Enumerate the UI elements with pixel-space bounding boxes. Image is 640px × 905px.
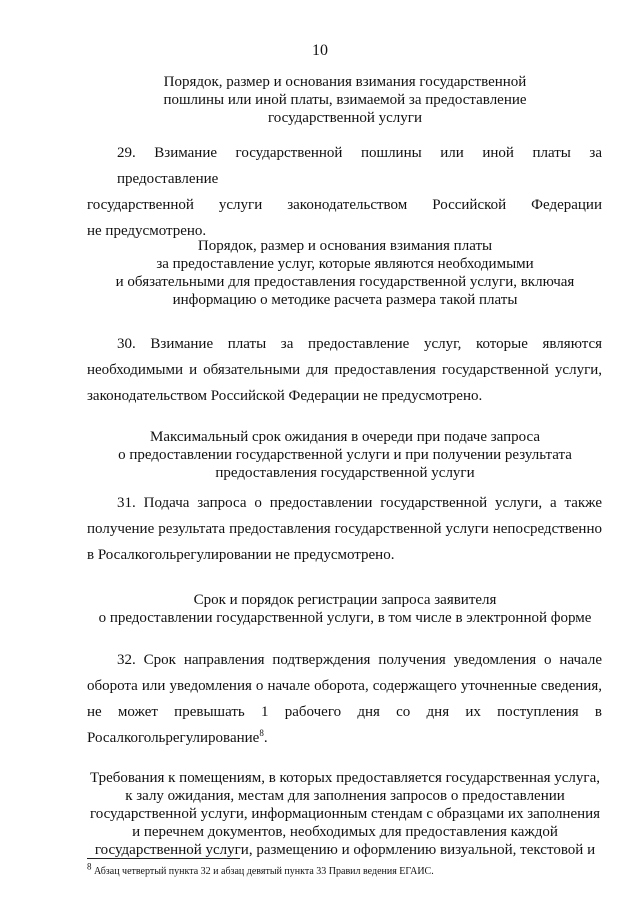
section-heading [70, 769, 620, 859]
heading-line: Порядок, размер и основания взимания государственной [163, 74, 527, 90]
heading-line: государственной услуги [268, 110, 422, 126]
section-heading [70, 237, 620, 309]
heading-line: Максимальный срок ожидания в очереди при подаче запроса [149, 429, 541, 445]
paragraph-29 [87, 140, 602, 244]
heading-line: Срок и порядок регистрации запроса заявителя [193, 592, 497, 608]
footnote-mark: 8 [87, 861, 92, 872]
paragraph-line: необходимыми и обязательными для предоставления государственной услуги, [87, 362, 602, 378]
footnote [87, 861, 607, 878]
paragraph-line: 30. Взимание платы за предоставление услуг, которые являются [117, 336, 602, 352]
paragraph-line: 31. Подача запроса о предоставлении государственной услуги, а также [117, 495, 602, 511]
heading-line: предоставления государственной услуги [215, 465, 475, 481]
paragraph-line: получение результата предоставления государственной услуги непосредственно [87, 521, 602, 537]
heading-line: информацию о методике расчета размера такой платы [172, 292, 518, 308]
heading-line: государственной услуги, размещению и оформлению визуальной, текстовой и [94, 842, 596, 858]
paragraph-line: не предусмотрено. [87, 223, 207, 239]
heading-line: о предоставлении государственной услуги и при получении результата [118, 447, 572, 463]
paragraph-line: законодательством Российской Федерации не предусмотрено. [87, 388, 483, 404]
heading-line: о предоставлении государственной услуги, в том числе в электронной форме [98, 610, 592, 626]
paragraph-text: Росалкогольрегулирование [87, 730, 260, 746]
paragraph-line: государственной услуги законодательством Российской Федерации [87, 197, 602, 213]
paragraph-31 [87, 490, 602, 568]
paragraph-period: . [263, 730, 268, 746]
heading-line: государственной услуги, информационным стендам с образцами их заполнения [89, 806, 601, 822]
paragraph-30 [87, 331, 602, 409]
paragraph-line: 32. Срок направления подтверждения получения уведомления о начале [117, 652, 602, 668]
footnote-divider [87, 858, 240, 859]
heading-line: Требования к помещениям, в которых предоставляется государственная услуга, [90, 770, 600, 786]
heading-line: за предоставление услуг, которые являются необходимыми [156, 256, 534, 272]
heading-line: и перечнем документов, необходимых для предоставления каждой [132, 824, 558, 840]
section-heading [70, 73, 620, 127]
footnote-reference[interactable]: 8 [259, 728, 264, 738]
heading-line: пошлины или иной платы, взимаемой за предоставление [163, 92, 527, 108]
section-heading [70, 428, 620, 482]
paragraph-32 [87, 647, 602, 751]
paragraph-line-last [87, 725, 602, 751]
heading-line: и обязательными для предоставления государственной услуги, включая [115, 274, 575, 290]
page-number: 10 [312, 42, 328, 59]
footnote-text: Абзац четвертый пункта 32 и абзац девятый пункта 33 Правил ведения ЕГАИС. [91, 866, 434, 877]
paragraph-line: не может превышать 1 рабочего дня со дня их поступления в [87, 704, 602, 720]
paragraph-line: оборота или уведомления о начале оборота, содержащего уточненные сведения, [87, 678, 602, 694]
paragraph-line: 29. Взимание государственной пошлины или иной платы за предоставление [117, 145, 602, 187]
heading-line: Порядок, размер и основания взимания платы [197, 238, 493, 254]
paragraph-line: в Росалкогольрегулировании не предусмотрено. [87, 547, 395, 563]
section-heading [70, 591, 620, 627]
heading-line: к залу ожидания, местам для заполнения запросов о предоставлении [125, 788, 565, 804]
